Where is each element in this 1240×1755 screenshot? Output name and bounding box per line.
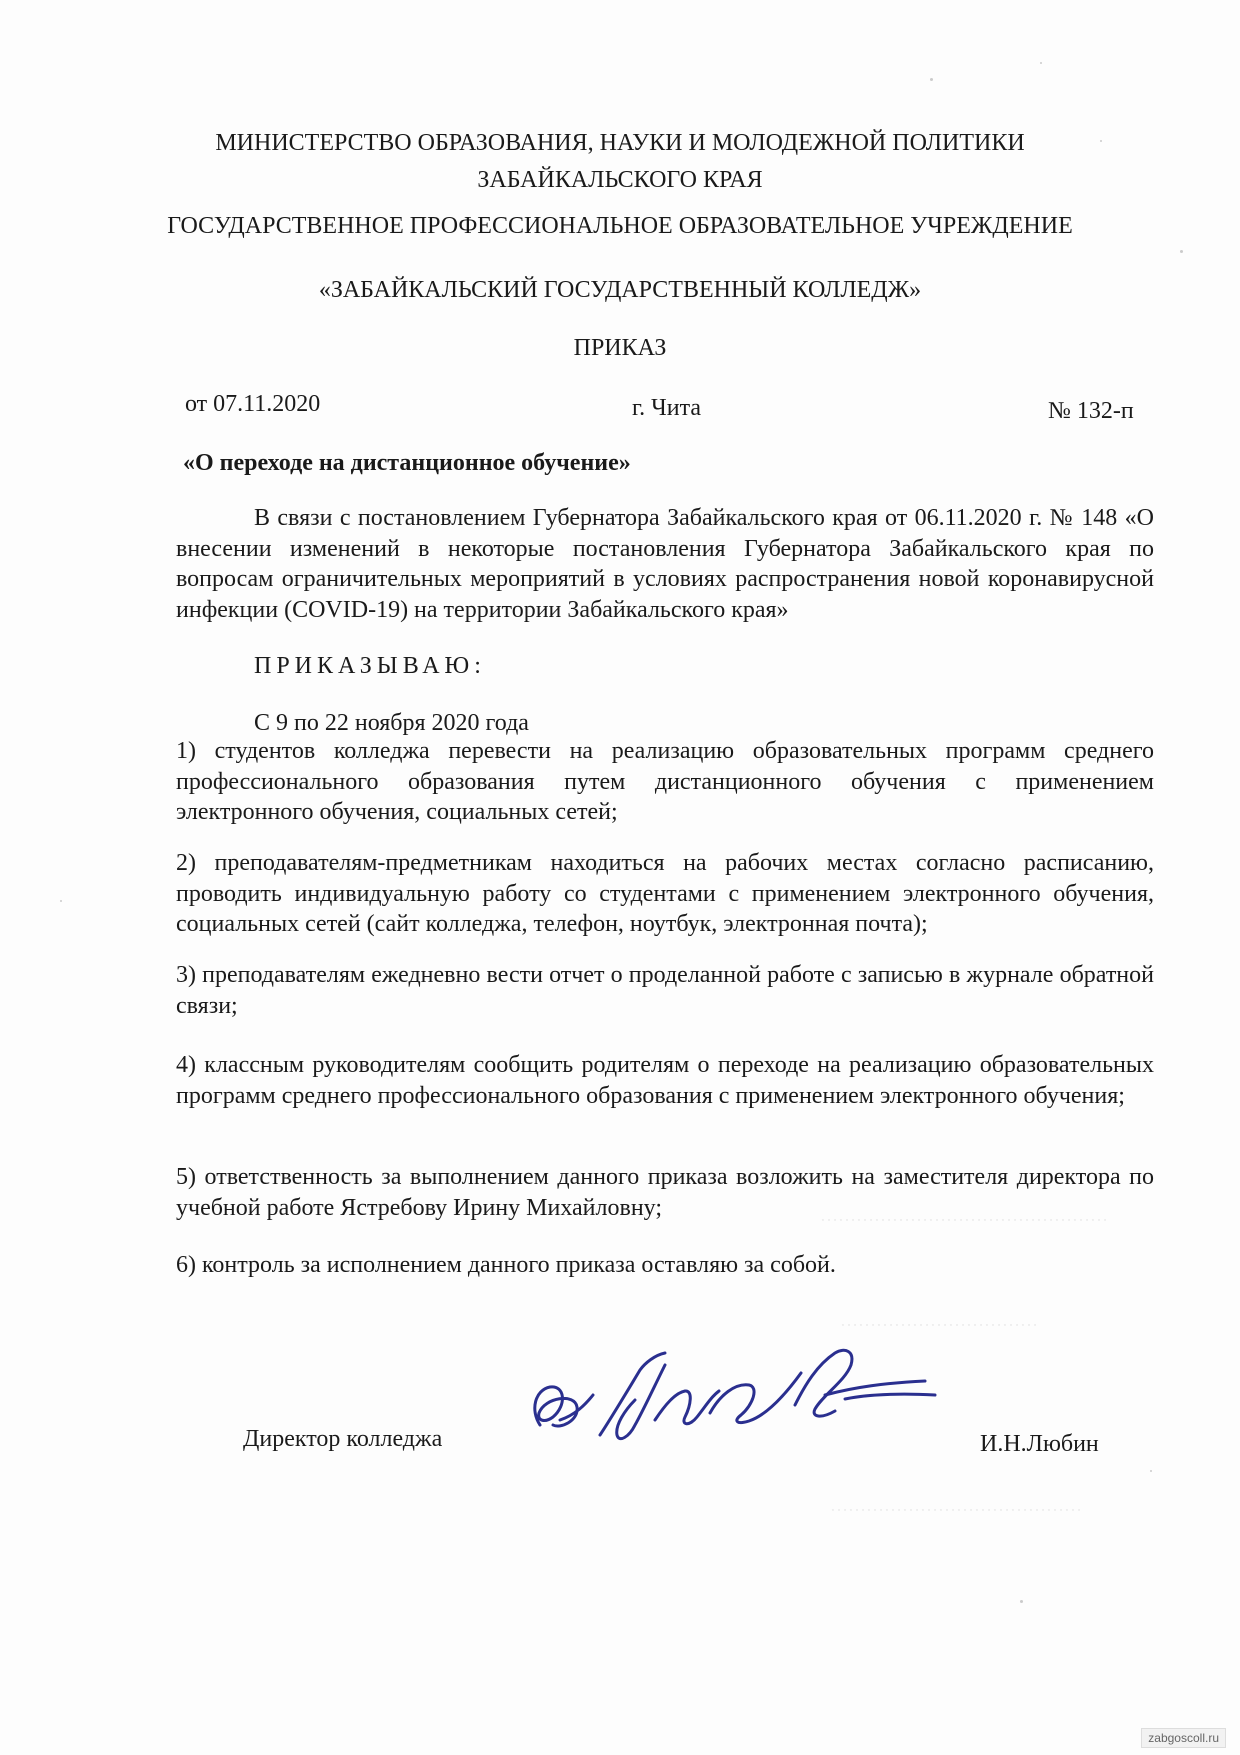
order-period: С 9 по 22 ноября 2020 года	[254, 710, 529, 736]
institution-name: «ЗАБАЙКАЛЬСКИЙ ГОСУДАРСТВЕННЫЙ КОЛЛЕДЖ»	[318, 277, 922, 303]
signatory-position: Директор колледжа	[243, 1426, 443, 1452]
preamble-paragraph: В связи с постановлением Губернатора Забайкальского края от 06.11.2020 г. № 148 «О внесении изменений в некоторые постановления Губернатора Забайкальского края по вопросам ограничительных мероприятий в условиях распространения новой коронавирусной инфекции (COVID-19) на территории Забайкальского края»	[176, 505, 1154, 623]
order-word: ПРИКАЗЫВАЮ:	[254, 653, 486, 679]
document-type-title: ПРИКАЗ	[573, 335, 667, 361]
scan-noise	[1040, 62, 1042, 64]
scan-noise	[60, 900, 62, 902]
bleed-through-text: ……………………………	[840, 1310, 1038, 1330]
bleed-through-text: ……………………………………	[830, 1495, 1082, 1515]
ministry-line-1: МИНИСТЕРСТВО ОБРАЗОВАНИЯ, НАУКИ И МОЛОДЕЖНОЙ ПОЛИТИКИ	[215, 130, 1025, 156]
order-item-6: 6) контроль за исполнением данного приказа оставляю за собой.	[176, 1252, 836, 1278]
order-item-3: 3) преподавателям ежедневно вести отчет о проделанной работе с записью в журнале обратной связи;	[176, 962, 1154, 1019]
document-number: № 132-п	[1048, 398, 1134, 424]
scan-noise	[1020, 1600, 1023, 1603]
document-subject: «О переходе на дистанционное обучение»	[183, 450, 631, 476]
site-watermark: zabgoscoll.ru	[1141, 1728, 1226, 1748]
handwritten-signature-icon	[505, 1325, 965, 1475]
order-item-1: 1) студентов колледжа перевести на реализацию образовательных программ среднего профессионального образования путем дистанционного обучения с применением электронного обучения, социальных сетей;	[176, 738, 1154, 825]
ministry-line-2: ЗАБАЙКАЛЬСКОГО КРАЯ	[477, 167, 763, 193]
bleed-through-text: …………………………………………	[820, 1205, 1108, 1225]
scan-noise	[930, 78, 933, 81]
order-item-4: 4) классным руководителям сообщить родителям о переходе на реализацию образовательных программ среднего профессионального образования с применением электронного обучения;	[176, 1052, 1154, 1109]
signatory-name: И.Н.Любин	[980, 1431, 1099, 1457]
scan-noise	[1150, 1470, 1152, 1472]
institution-type: ГОСУДАРСТВЕННОЕ ПРОФЕССИОНАЛЬНОЕ ОБРАЗОВАТЕЛЬНОЕ УЧРЕЖДЕНИЕ	[167, 213, 1073, 239]
scan-noise	[1180, 250, 1183, 253]
document-date: от 07.11.2020	[185, 391, 321, 417]
document-city: г. Чита	[632, 395, 702, 421]
order-item-2: 2) преподавателям-предметникам находиться на рабочих местах согласно расписанию, проводить индивидуальную работу со студентами с применением электронного обучения, социальных сетей (сайт колледжа, телефон, ноутбук, электронная почта);	[176, 850, 1154, 937]
order-item-5: 5) ответственность за выполнением данного приказа возложить на заместителя директора по учебной работе Ястребову Ирину Михайловну;	[176, 1164, 1154, 1221]
